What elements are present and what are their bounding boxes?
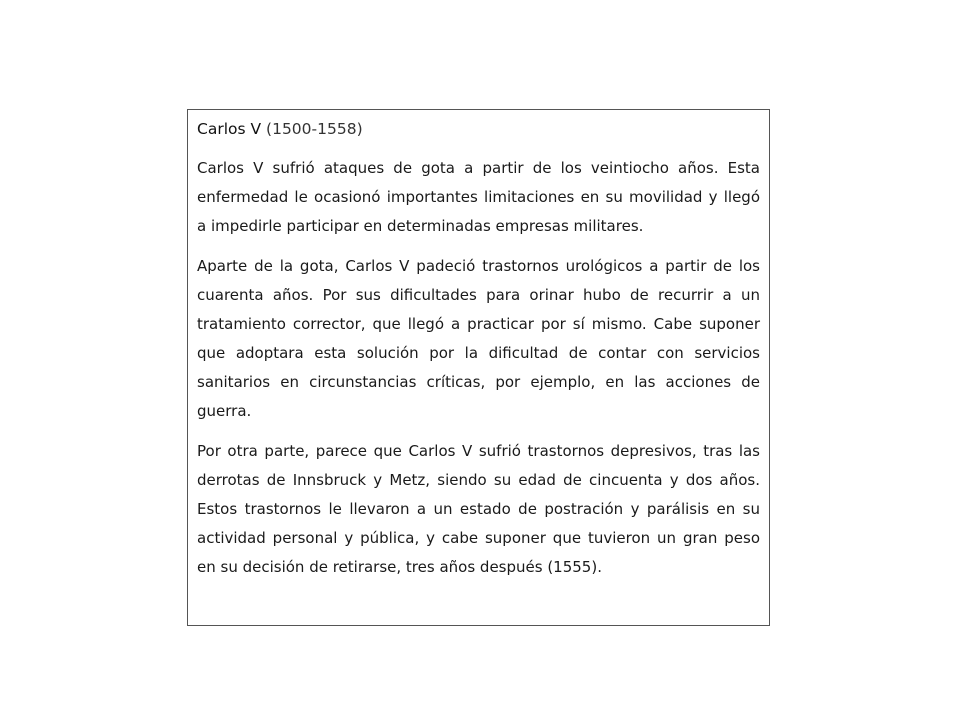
title-dates: (1500-1558) (266, 120, 363, 138)
text-box (187, 109, 770, 626)
document-title (197, 115, 760, 144)
paragraph-gout: Carlos V sufrió ataques de gota a partir de los veintiocho años. Esta enfermedad le ocasionó importantes limitaciones en su movilidad y llegó a impedirle participar en determinadas empresas militares. (197, 159, 760, 235)
paragraph-urological: Aparte de la gota, Carlos V padeció trastornos urológicos a partir de los cuarenta años. Por sus dificultades para orinar hubo de recurrir a un tratamiento corrector, que llegó a practicar por sí mismo. Cabe suponer que adoptara esta solución por la dificultad de contar con servicios sanitarios en circunstancias críticas, por ejemplo, en las acciones de guerra. (197, 257, 760, 420)
paragraph-depression: Por otra parte, parece que Carlos V sufrió trastornos depresivos, tras las derrotas de Innsbruck y Metz, siendo su edad de cincuenta y dos años. Estos trastornos le llevaron a un estado de postración y parálisis en su actividad personal y pública, y cabe suponer que tuvieron un gran peso en su decisión de retirarse, tres años después (1555). (197, 442, 760, 576)
title-name: Carlos V (197, 120, 262, 138)
